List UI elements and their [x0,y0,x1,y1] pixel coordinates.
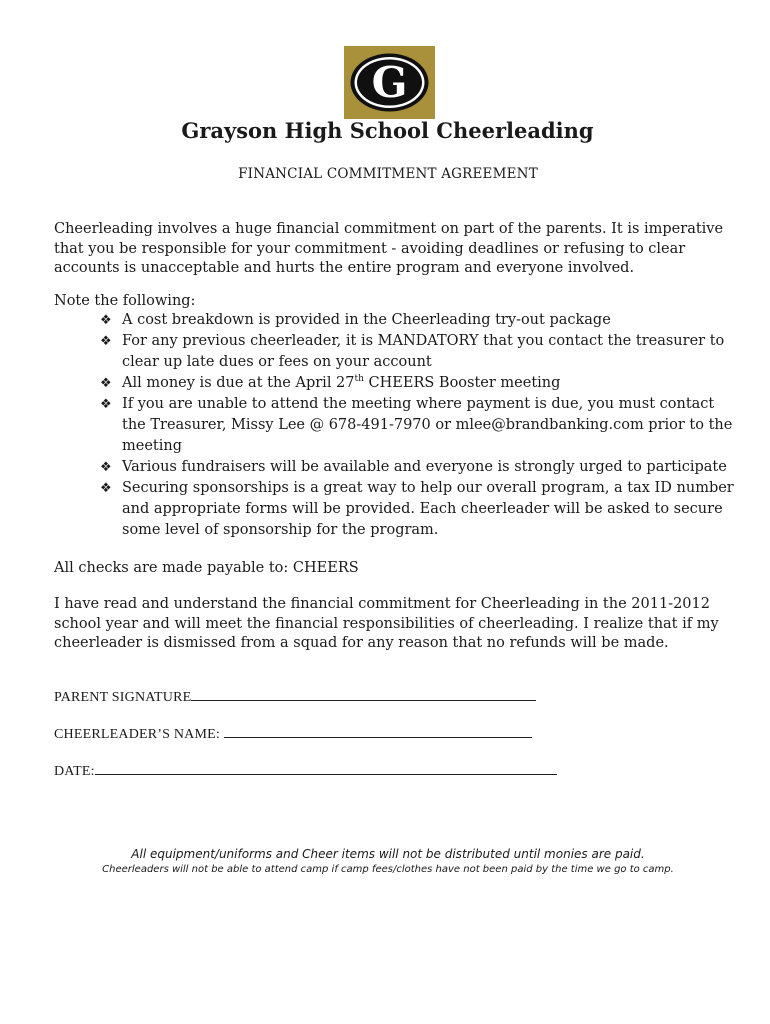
cheerleader-name-label: CHEERLEADER’S NAME: [54,727,220,742]
list-item [100,394,740,457]
parent-signature-row [54,686,536,706]
list-item [100,457,740,478]
date-field[interactable] [95,760,557,775]
requirements-list [100,310,740,541]
ordinal-suffix: th [354,374,364,385]
diamond-bullet-icon: ❖ [100,313,112,328]
footer-note-camp: Cheerleaders will not be able to attend camp if camp fees/clothes have not been paid by the time we go to camp. [102,864,674,875]
list-item [100,310,740,331]
page-subtitle: FINANCIAL COMMITMENT AGREEMENT [238,166,538,182]
list-item [100,373,740,394]
parent-signature-field[interactable] [191,686,536,701]
list-item-text: For any previous cheerleader, it is MANDATORY that you contact the treasurer to clear up late dues or fees on your account [122,333,725,370]
date-row [54,760,557,780]
diamond-bullet-icon: ❖ [100,460,112,475]
list-item-text: A cost breakdown is provided in the Cheerleading try-out package [122,312,611,328]
list-item-text: Various fundraisers will be available and everyone is strongly urged to participate [122,459,727,475]
diamond-bullet-icon: ❖ [100,376,112,391]
list-item-text: All money is due at the April 27 [122,375,355,391]
list-item [100,331,740,373]
parent-signature-label: PARENT SIGNATURE [54,690,192,705]
diamond-bullet-icon: ❖ [100,334,112,349]
acknowledgement-paragraph: I have read and understand the financial commitment for Cheerleading in the 2011-2012 school year and will meet the financial responsibilities of cheerleading. I realize that if my cheerleader is dismissed from a squad for any reason that no refunds will be made. [54,596,719,651]
list-item-text: CHEERS Booster meeting [363,375,561,391]
intro-paragraph: Cheerleading involves a huge financial commitment on part of the parents. It is imperative that you be responsible for your commitment - avoiding deadlines or refusing to clear accounts is unacceptable and hurts the entire program and everyone involved. [54,221,724,276]
diamond-bullet-icon: ❖ [100,481,112,496]
cheerleader-name-field[interactable] [224,723,532,738]
page-title: Grayson High School Cheerleading [181,118,594,143]
logo-letter: G [371,58,408,107]
g-logo-icon [344,46,435,119]
school-logo [344,46,435,119]
list-item-text: Securing sponsorships is a great way to help our overall program, a tax ID number and appropriate forms will be provided. Each cheerleader will be asked to secure some level of sponsorship for the program. [122,480,734,538]
date-label: DATE: [54,764,95,779]
note-heading: Note the following: [54,293,196,309]
diamond-bullet-icon: ❖ [100,397,112,412]
cheerleader-name-row [54,723,532,743]
list-item [100,478,740,541]
list-item-text: If you are unable to attend the meeting where payment is due, you must contact the Treasurer, Missy Lee @ 678-491-7970 or mlee@brandbanking.com prior to the meeting [122,396,733,454]
footer-note-equipment: All equipment/uniforms and Cheer items will not be distributed until monies are paid. [131,847,645,861]
payable-note: All checks are made payable to: CHEERS [54,560,359,576]
